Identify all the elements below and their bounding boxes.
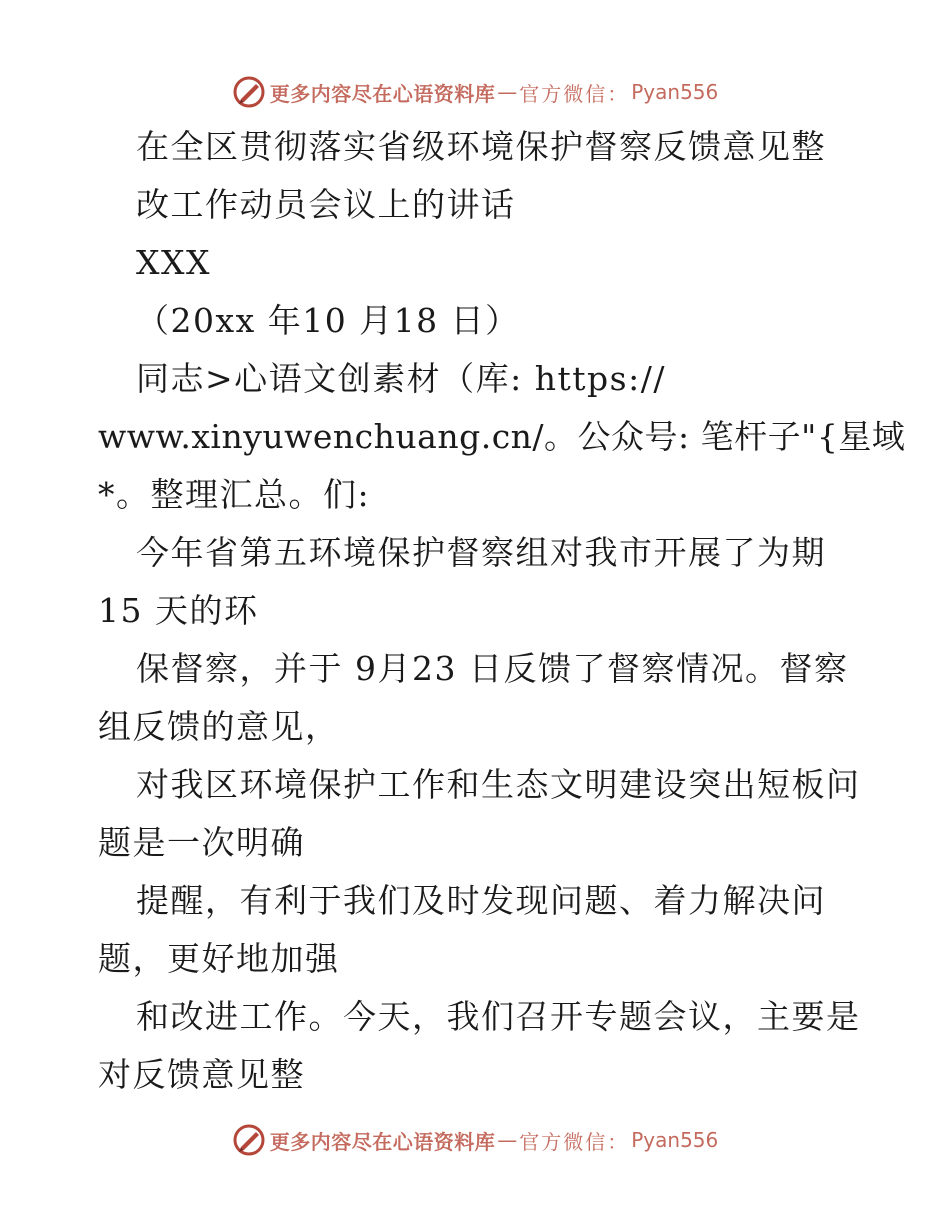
body-line: 今年省第五环境保护督察组对我市开展了为期 bbox=[136, 533, 826, 572]
banner-dash: — bbox=[497, 1128, 518, 1152]
banner-wechat-label: 官方微信： bbox=[519, 81, 630, 106]
footer-banner bbox=[0, 1120, 950, 1160]
body-line: 组反馈的意见， bbox=[98, 707, 340, 746]
body-line: *。整理汇总。们: bbox=[98, 475, 371, 514]
header-banner bbox=[0, 72, 950, 112]
banner-wechat-label: 官方微信： bbox=[519, 1129, 630, 1154]
body-line: 和改进工作。今天，我们召开专题会议，主要是 bbox=[136, 997, 861, 1036]
banner-dash: — bbox=[497, 80, 518, 104]
body-line: 题，更好地加强 bbox=[98, 939, 340, 978]
banner-main-text: 更多内容尽在心语资料库 bbox=[269, 81, 496, 106]
pen-logo-icon bbox=[232, 1123, 266, 1157]
title-line-2: 改工作动员会议上的讲话 bbox=[136, 185, 516, 224]
banner-main-text: 更多内容尽在心语资料库 bbox=[269, 1129, 496, 1154]
banner-wechat-id: Pyan556 bbox=[631, 80, 719, 104]
pen-logo-icon bbox=[232, 75, 266, 109]
body-line: 对反馈意见整 bbox=[98, 1055, 305, 1094]
title-line-1: 在全区贯彻落实省级环境保护督察反馈意见整 bbox=[136, 127, 826, 166]
body-line: 保督察，并于 9月23 日反馈了督察情况。督察 bbox=[136, 649, 849, 688]
body-line: www.xinyuwenchuang.cn/。公众号: 笔杆子"{星域 bbox=[98, 417, 906, 456]
body-line: 对我区环境保护工作和生态文明建设突出短板问 bbox=[136, 765, 861, 804]
body-line: 提醒，有利于我们及时发现问题、着力解决问 bbox=[136, 881, 826, 920]
author: XXX bbox=[136, 243, 211, 282]
banner-wechat-id: Pyan556 bbox=[631, 1128, 719, 1152]
date: （20xx 年10 月18 日） bbox=[136, 301, 520, 340]
document-body bbox=[98, 118, 906, 1104]
body-line: 15 天的环 bbox=[98, 591, 259, 630]
body-line: 题是一次明确 bbox=[98, 823, 305, 862]
body-line: 同志>心语文创素材（库: https:// bbox=[136, 359, 666, 398]
